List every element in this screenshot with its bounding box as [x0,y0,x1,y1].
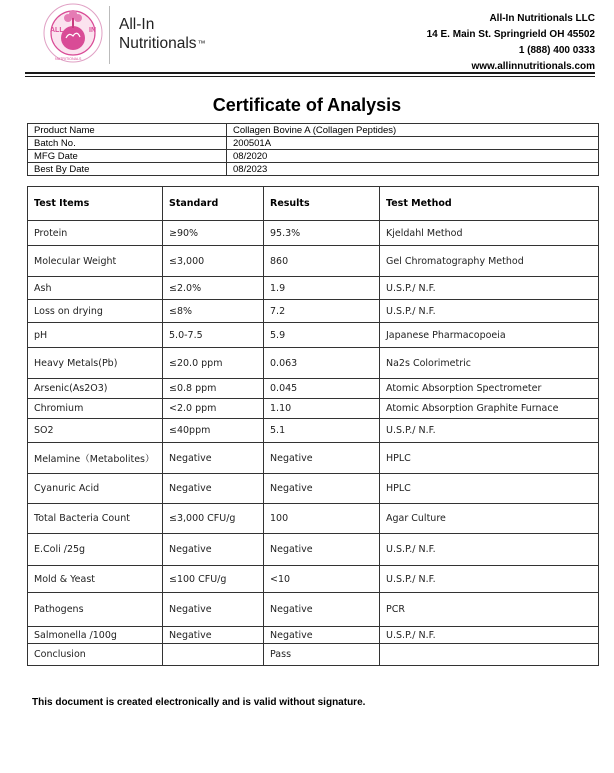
test-method-cell: Na2s Colorimetric [380,348,599,379]
test-item-cell: Total Bacteria Count [28,504,163,534]
product-info-row [28,137,599,150]
test-row [28,323,599,348]
test-item-cell: Molecular Weight [28,246,163,277]
test-item-cell: Heavy Metals(Pb) [28,348,163,379]
test-method-cell: U.S.P./ N.F. [380,534,599,566]
test-method-cell: U.S.P./ N.F. [380,566,599,593]
document-title: Certificate of Analysis [212,95,402,115]
company-phone: 1 (888) 400 0333 [518,45,595,56]
brand-line-2 [119,34,206,53]
product-info-value: 200501A [227,137,599,150]
test-item-cell: Mold & Yeast [28,566,163,593]
test-item-cell: Cyanuric Acid [28,474,163,504]
test-header-row [28,187,599,221]
result-cell: Negative [264,534,380,566]
test-results-table [27,186,599,666]
test-item-cell: Ash [28,277,163,300]
result-cell: Negative [264,627,380,644]
test-row [28,474,599,504]
test-row [28,399,599,419]
product-info-value: 08/2023 [227,163,599,176]
result-cell: Negative [264,443,380,474]
svg-text:NUTRITIONALS: NUTRITIONALS [55,57,82,61]
result-cell: Pass [264,644,380,666]
test-method-cell [380,644,599,666]
test-row [28,627,599,644]
result-cell: Negative [264,593,380,627]
test-row [28,504,599,534]
product-info-value: Collagen Bovine A (Collagen Peptides) [227,124,599,137]
test-row [28,221,599,246]
product-info-label: Batch No. [28,137,227,150]
product-info-row [28,163,599,176]
result-cell: 5.1 [264,419,380,443]
test-row [28,348,599,379]
product-info-label: Best By Date [28,163,227,176]
standard-cell: ≤8% [163,300,264,323]
header-standard: Standard [163,187,264,221]
result-cell: <10 [264,566,380,593]
test-method-cell: Agar Culture [380,504,599,534]
brand-line-1: All-In [119,16,155,33]
product-info-table [27,123,599,176]
standard-cell: 5.0-7.5 [163,323,264,348]
test-item-cell: pH [28,323,163,348]
test-row [28,277,599,300]
standard-cell: Negative [163,534,264,566]
company-logo [42,2,104,64]
test-method-cell: Gel Chromatography Method [380,246,599,277]
standard-cell: ≤40ppm [163,419,264,443]
result-cell: 5.9 [264,323,380,348]
test-item-cell: E.Coli /25g [28,534,163,566]
test-row [28,644,599,666]
product-info-row [28,124,599,137]
result-cell: 0.063 [264,348,380,379]
standard-cell: ≤3,000 CFU/g [163,504,264,534]
test-row [28,566,599,593]
test-method-cell: U.S.P./ N.F. [380,627,599,644]
test-method-cell: Japanese Pharmacopoeia [380,323,599,348]
standard-cell: ≤3,000 [163,246,264,277]
standard-cell: Negative [163,593,264,627]
test-item-cell: Conclusion [28,644,163,666]
test-method-cell: U.S.P./ N.F. [380,277,599,300]
result-cell: 7.2 [264,300,380,323]
test-row [28,419,599,443]
test-method-cell: U.S.P./ N.F. [380,419,599,443]
test-method-cell: Kjeldahl Method [380,221,599,246]
header-divider [109,6,110,64]
brand-line-2-text: Nutritionals [119,35,197,52]
test-item-cell: Arsenic(As2O3) [28,379,163,399]
standard-cell: ≥90% [163,221,264,246]
standard-cell: <2.0 ppm [163,399,264,419]
result-cell: Negative [264,474,380,504]
test-method-cell: PCR [380,593,599,627]
standard-cell: ≤2.0% [163,277,264,300]
test-row [28,443,599,474]
test-method-cell: Atomic Absorption Spectrometer [380,379,599,399]
header-test-items: Test Items [28,187,163,221]
result-cell: 95.3% [264,221,380,246]
product-info-row [28,150,599,163]
product-info-label: MFG Date [28,150,227,163]
test-item-cell: Melamine（Metabolites） [28,443,163,474]
standard-cell: ≤0.8 ppm [163,379,264,399]
result-cell: 0.045 [264,379,380,399]
test-row [28,593,599,627]
svg-text:ALL: ALL [50,27,64,34]
test-method-cell: HPLC [380,474,599,504]
test-item-cell: Protein [28,221,163,246]
company-name: All-In Nutritionals LLC [489,13,595,24]
footer-note: This document is created electronically and is valid without signature. [32,697,366,708]
company-website[interactable]: www.allinnutritionals.com [471,61,595,72]
test-row [28,379,599,399]
product-info-label: Product Name [28,124,227,137]
standard-cell [163,644,264,666]
header-test-method: Test Method [380,187,599,221]
trademark-symbol: ™ [197,39,206,48]
header-rule-thick [25,72,595,74]
standard-cell: Negative [163,443,264,474]
standard-cell: Negative [163,474,264,504]
product-info-value: 08/2020 [227,150,599,163]
result-cell: 100 [264,504,380,534]
standard-cell: ≤20.0 ppm [163,348,264,379]
test-row [28,246,599,277]
result-cell: 1.9 [264,277,380,300]
svg-text:IN: IN [89,27,96,34]
result-cell: 860 [264,246,380,277]
header-results: Results [264,187,380,221]
test-item-cell: Salmonella /100g [28,627,163,644]
company-address: 14 E. Main St. Springrield OH 45502 [426,29,595,40]
test-method-cell: HPLC [380,443,599,474]
test-item-cell: Chromium [28,399,163,419]
test-item-cell: Pathogens [28,593,163,627]
brand-name [119,15,206,53]
test-method-cell: U.S.P./ N.F. [380,300,599,323]
standard-cell: Negative [163,627,264,644]
header-rule-thin [25,76,595,77]
standard-cell: ≤100 CFU/g [163,566,264,593]
test-item-cell: Loss on drying [28,300,163,323]
result-cell: 1.10 [264,399,380,419]
test-method-cell: Atomic Absorption Graphite Furnace [380,399,599,419]
test-item-cell: SO2 [28,419,163,443]
test-row [28,300,599,323]
company-info [427,11,595,75]
test-row [28,534,599,566]
